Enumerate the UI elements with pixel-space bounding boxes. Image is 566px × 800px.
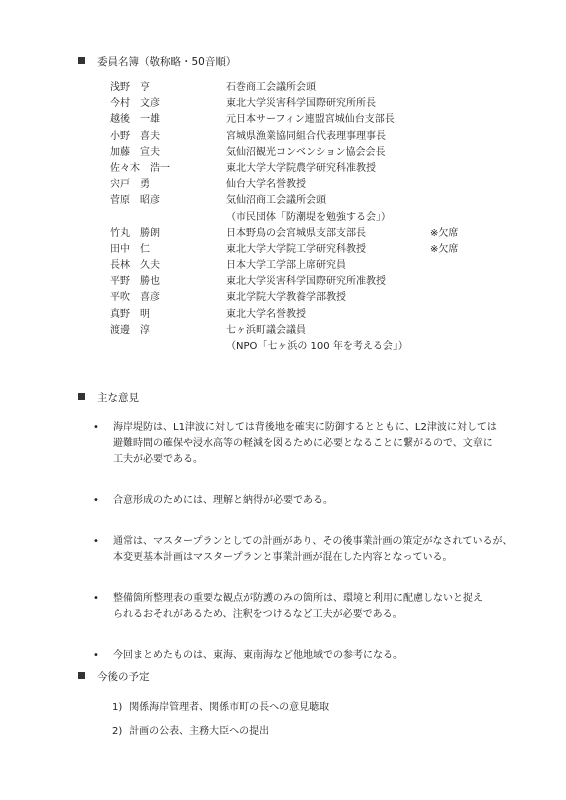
opinion-line: 海岸堤防は、L1津波に対しては背後地を確実に防御するとともに、L2津波に対しては <box>113 422 497 433</box>
member-row <box>110 129 510 145</box>
member-affiliation: 東北大学名誉教授 <box>226 308 306 320</box>
member-name: 渡邊 淳 <box>110 324 150 336</box>
member-row <box>110 258 510 274</box>
member-row <box>110 242 510 258</box>
bullet-icon: • <box>93 593 99 604</box>
schedule-text: 関係海岸管理者、関係市町の長への意見聴取 <box>129 702 330 713</box>
member-name: 平吹 喜彦 <box>110 292 160 304</box>
opinion-item <box>86 648 526 664</box>
opinion-line: られるおそれがあるため、注釈をつけるなど工夫が必要である。 <box>113 609 403 620</box>
bullet-icon: • <box>93 536 99 547</box>
opinions-heading <box>78 391 139 405</box>
member-affiliation: 日本大学工学部上席研究員 <box>226 260 346 272</box>
bullet-icon: • <box>93 422 99 433</box>
member-affiliation: 東北大学大学院工学研究科教授 <box>226 243 366 255</box>
member-row <box>110 339 510 355</box>
opinion-line: 本変更基本計画はマスタープランと事業計画が混在した内容となっている。 <box>113 552 453 563</box>
schedule-list <box>112 700 512 748</box>
member-affiliation: 仙台大学名誉教授 <box>226 179 306 191</box>
opinion-list <box>86 420 526 689</box>
member-name: 浅野 亨 <box>110 82 150 93</box>
member-affiliation: 東北大学災害科学国際研究所所長 <box>226 98 376 110</box>
member-name: 菅原 昭彦 <box>110 195 160 207</box>
schedule-number: 2) <box>112 726 123 737</box>
opinion-item <box>86 534 526 566</box>
bullet-icon: • <box>93 495 99 506</box>
member-row <box>110 112 510 128</box>
member-affiliation: 東北学院大学教養学部教授 <box>226 292 346 304</box>
member-affiliation: 宮城県漁業協同組合代表理事理事長 <box>226 130 386 142</box>
member-row <box>110 290 510 306</box>
schedule-item <box>112 724 512 740</box>
member-row <box>110 80 510 96</box>
members-heading <box>78 55 236 69</box>
member-affiliation: 東北大学大学院農学研究科准教授 <box>226 162 376 174</box>
member-affiliation: 日本野鳥の会宮城県支部支部長 <box>226 227 366 239</box>
opinion-line: 合意形成のためには、理解と納得が必要である。 <box>113 495 333 506</box>
member-affiliation: 石巻商工会議所会頭 <box>226 82 316 93</box>
member-row <box>110 210 510 226</box>
member-row <box>110 161 510 177</box>
member-name: 加藤 宣夫 <box>110 146 160 158</box>
member-list <box>110 80 510 355</box>
member-note: ※欠席 <box>430 227 459 239</box>
member-name: 平野 勝也 <box>110 276 160 288</box>
member-affiliation: 気仙沼商工会議所会頭 <box>226 195 326 207</box>
schedule-number: 1) <box>112 702 123 713</box>
schedule-item <box>112 700 512 716</box>
member-affiliation: 東北大学災害科学国際研究所准教授 <box>226 276 386 288</box>
opinion-line: 今回まとめたものは、東海、東南海など他地域での参考になる。 <box>113 650 403 661</box>
member-affiliation: （市民団体「防潮堤を勉強する会」） <box>226 211 391 223</box>
member-affiliation: （NPO「七ヶ浜の 100 年を考える会」） <box>226 341 408 352</box>
opinion-line: 通常は、マスタープランとしての計画があり、その後事業計画の策定がなされているが、 <box>113 536 513 547</box>
member-row <box>110 145 510 161</box>
member-row <box>110 193 510 209</box>
opinion-line: 避難時間の確保や浸水高等の軽減を図るために必要となることに繋がるので、文章に <box>113 438 493 449</box>
member-name: 小野 喜夫 <box>110 130 160 142</box>
member-name: 長林 久夫 <box>110 260 160 272</box>
schedule-heading-text: 今後の予定 <box>97 671 150 683</box>
square-bullet-icon <box>78 393 85 400</box>
member-name: 竹丸 勝朗 <box>110 227 160 239</box>
member-row <box>110 177 510 193</box>
opinion-item <box>86 591 526 623</box>
member-affiliation: 七ヶ浜町議会議員 <box>226 324 306 336</box>
square-bullet-icon <box>78 672 85 679</box>
opinion-line: 整備箇所整理表の重要な観点が防護のみの箇所は、環境と利用に配慮しないと捉え <box>113 593 483 604</box>
opinion-item <box>86 420 526 468</box>
member-row <box>110 274 510 290</box>
member-name: 越後 一雄 <box>110 114 160 126</box>
opinion-item <box>86 493 526 509</box>
member-row <box>110 307 510 323</box>
member-affiliation: 元日本サーフィン連盟宮城仙台支部長 <box>226 114 395 126</box>
member-row <box>110 96 510 112</box>
bullet-icon: • <box>93 650 99 661</box>
members-heading-text: 委員名簿（敬称略・50音順） <box>97 56 237 68</box>
member-name: 田中 仁 <box>110 243 150 255</box>
member-affiliation: 気仙沼観光コンベンション協会会長 <box>226 146 386 158</box>
member-name: 真野 明 <box>110 308 150 320</box>
member-row <box>110 323 510 339</box>
opinions-heading-text: 主な意見 <box>97 392 139 404</box>
member-note: ※欠席 <box>430 243 459 255</box>
member-name: 宍戸 勇 <box>110 179 150 191</box>
member-row <box>110 226 510 242</box>
member-name: 今村 文彦 <box>110 98 160 110</box>
schedule-heading <box>78 670 150 684</box>
square-bullet-icon <box>78 57 85 64</box>
opinion-line: 工夫が必要である。 <box>113 454 203 465</box>
schedule-text: 計画の公表、主務大臣への提出 <box>129 726 270 737</box>
member-name: 佐々木 浩一 <box>110 162 170 174</box>
